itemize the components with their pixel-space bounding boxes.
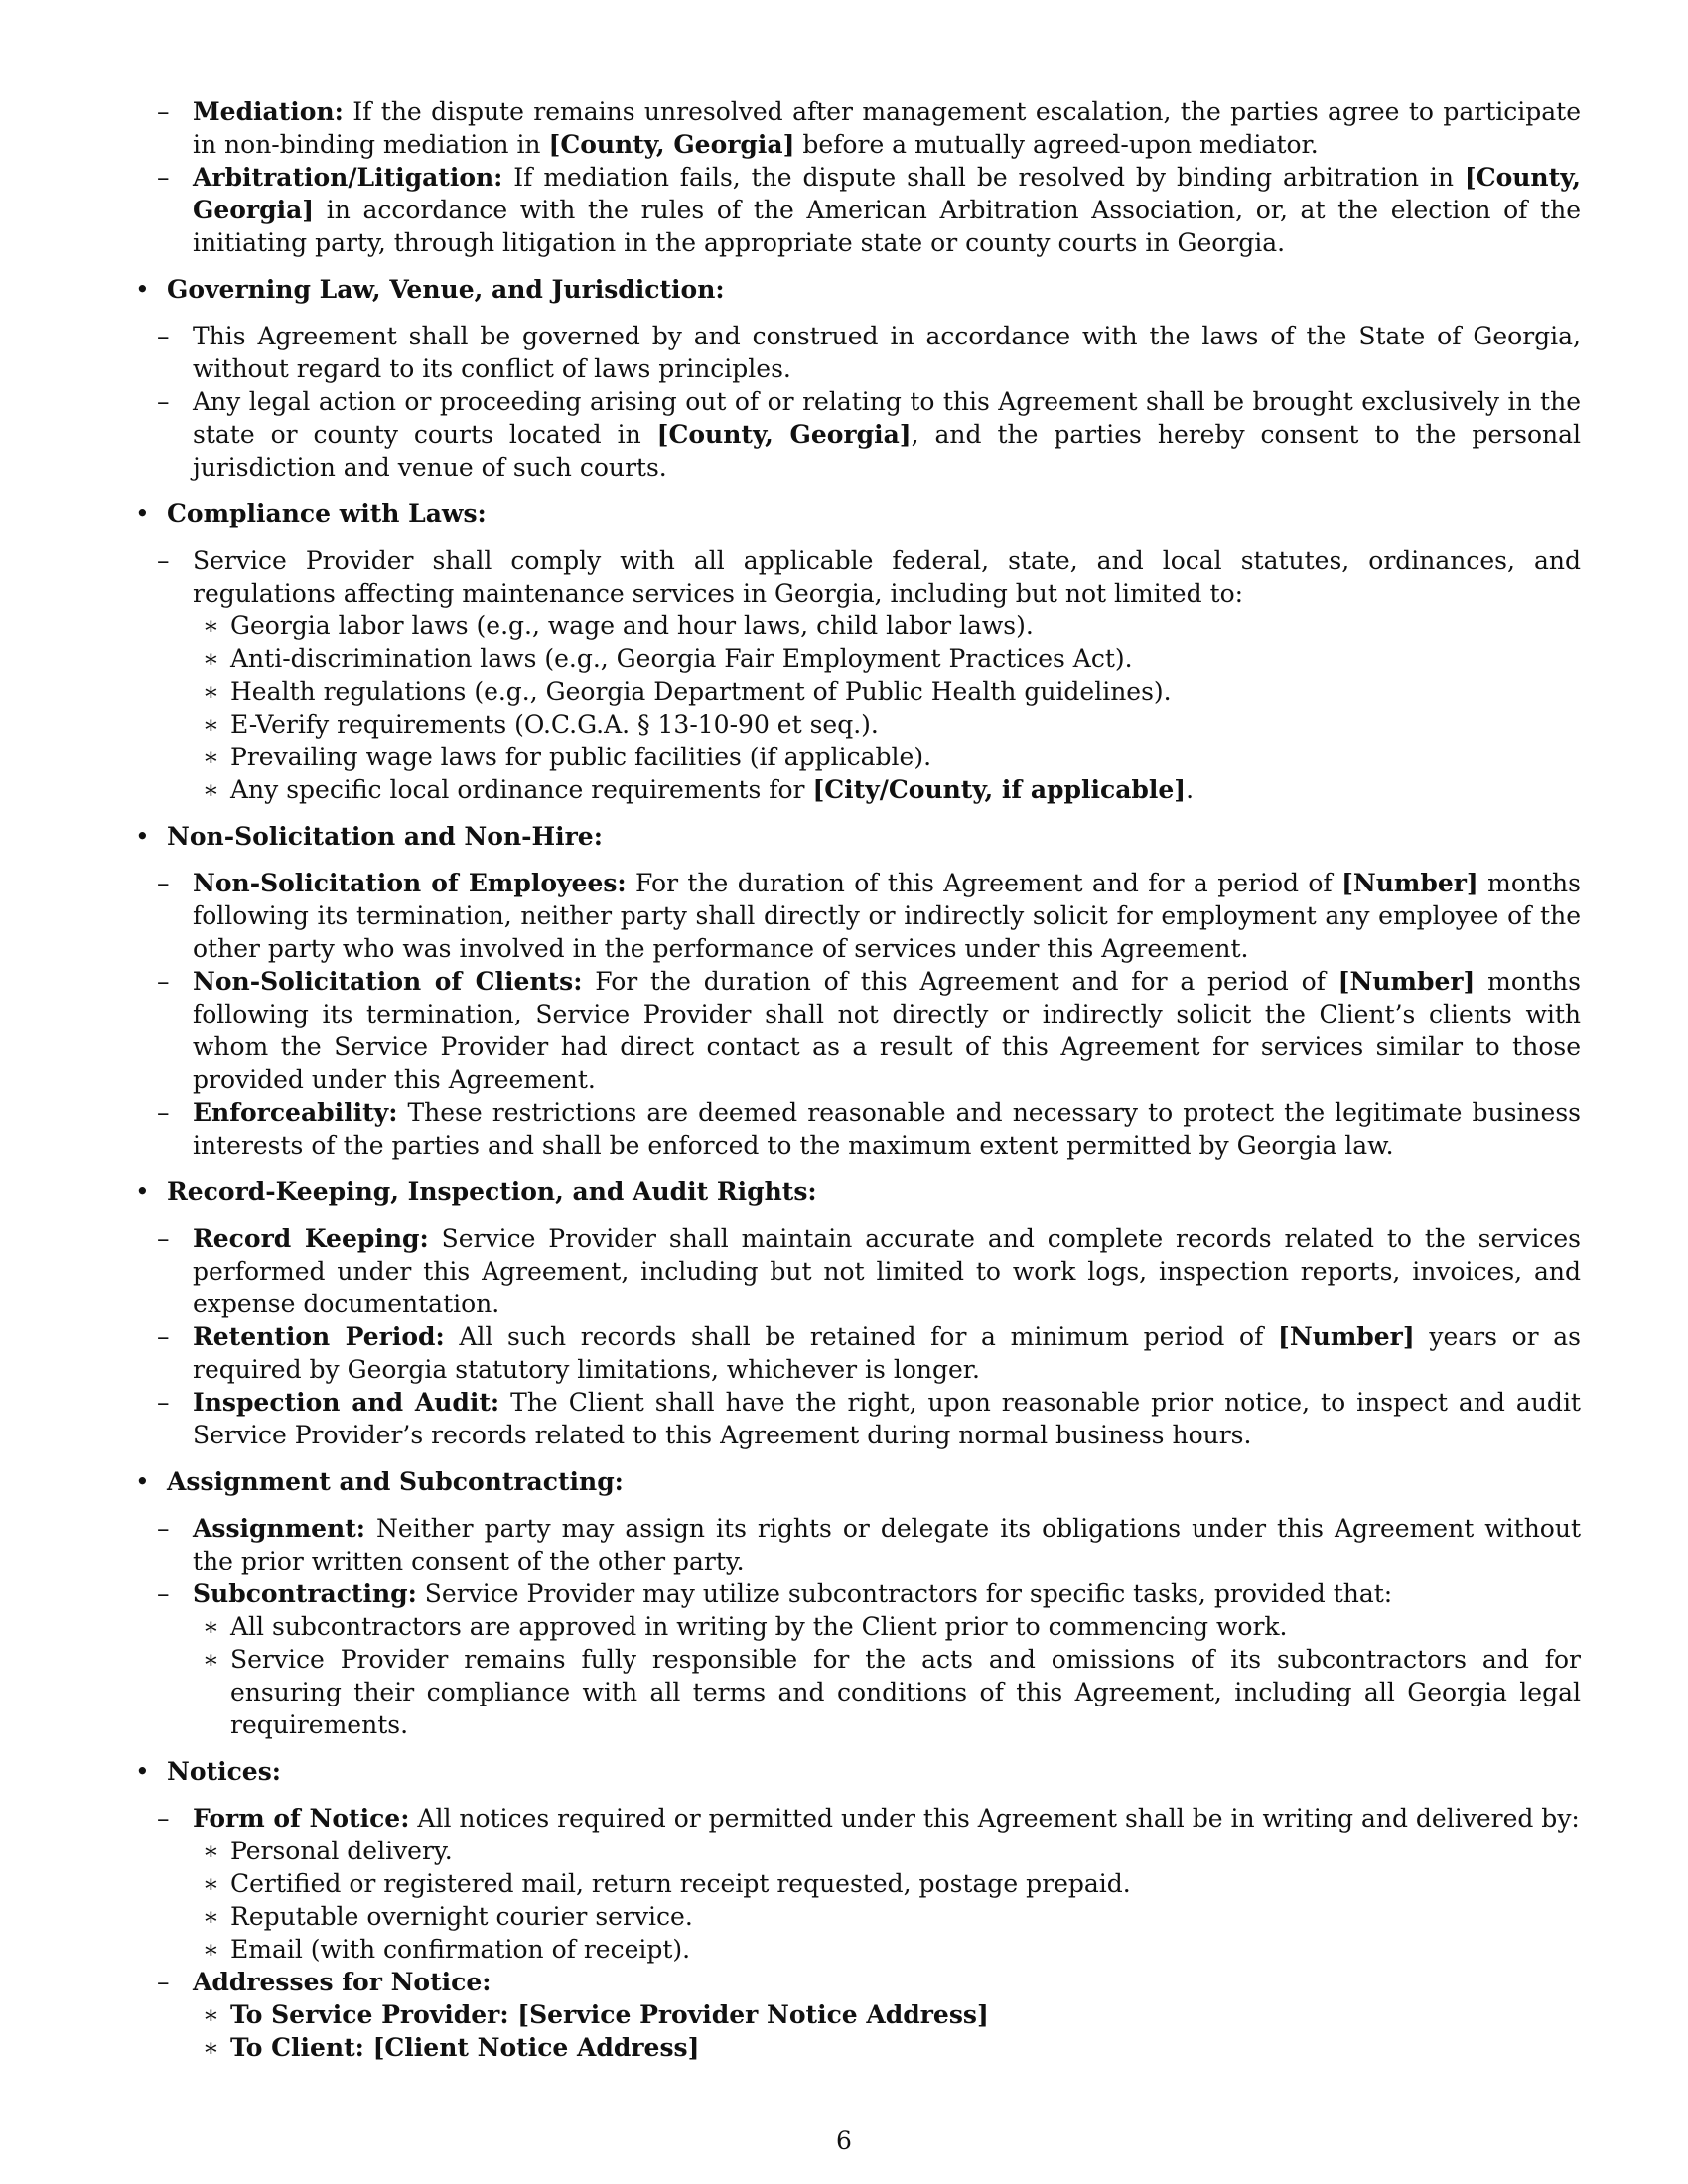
section-non-solicitation: [131, 820, 1581, 1161]
venue-item: – Any legal action or proceeding arising out of or relating to this Agreement shall be brought exclusively in the state or county courts located in [County, Georgia], and the parties hereby consent to the personal jurisdiction and venue of such courts.: [157, 387, 1582, 481]
list-item: ∗ Service Provider remains fully responsible for the acts and omissions of its subcontractors and for ensuring their compliance with all terms and conditions of this Agreement, including all Georgia legal requirements.: [203, 1645, 1581, 1739]
list-item: ∗ Email (with confirmation of receipt).: [203, 1935, 691, 1964]
sections-list: [131, 273, 1581, 2064]
placeholder-county: [County, Georgia]: [656, 420, 912, 449]
document-body: [131, 95, 1581, 2064]
dispute-resolution-continuation: [131, 95, 1581, 259]
subcontracting-item: – Subcontracting: Service Provider may utilize subcontractors for specific tasks, provided that: ∗ All subcontractors are approved in writing by the Client prior to commencing work. ∗ Service Provider remains fully responsible for the acts and omissions of its subcontractors and for ensuring their compliance with all terms and conditions of this Agreement, including all Georgia legal requirements.: [157, 1579, 1581, 1739]
bullet-dot: •: [135, 1757, 150, 1786]
list-item: ∗ Prevailing wage laws for public facilities (if applicable).: [203, 743, 932, 771]
list-item: ∗ Any specific local ordinance requirements for [City/County, if applicable].: [203, 775, 1195, 804]
list-item: ∗ E-Verify requirements (O.C.G.A. § 13-10-90 et seq.).: [203, 710, 879, 739]
dash-bullet: –: [157, 163, 170, 192]
record-keeping-item: – Record Keeping: Service Provider shall maintain accurate and complete records related to the services performed under this Agreement, including but not limited to work logs, inspection reports, invoices, and expense documentation.: [157, 1224, 1581, 1318]
page-number: 6: [836, 2126, 852, 2155]
bullet-dot: •: [135, 822, 150, 851]
dash-bullet: –: [157, 97, 170, 126]
assignment-item: – Assignment: Neither party may assign its rights or delegate its obligations under this Agreement without the prior written consent of the other party.: [157, 1514, 1581, 1575]
bullet-dot: •: [135, 1467, 150, 1496]
list-item: ∗ Anti-discrimination laws (e.g., Georgia Fair Employment Practices Act).: [203, 644, 1133, 673]
section-title: Assignment and Subcontracting:: [167, 1467, 624, 1496]
list-item: ∗ Health regulations (e.g., Georgia Department of Public Health guidelines).: [203, 677, 1172, 706]
section-title: Compliance with Laws:: [167, 499, 487, 528]
enforceability-item: – Enforceability: These restrictions are deemed reasonable and necessary to protect the legitimate business interests of the parties and shall be enforced to the maximum extent permitted by Georgia law.: [157, 1098, 1581, 1160]
inspection-audit-item: – Inspection and Audit: The Client shall have the right, upon reasonable prior notice, to inspect and audit Service Provider’s records related to this Agreement during normal business hours.: [157, 1388, 1581, 1449]
section-governing-law: [131, 273, 1581, 483]
section-record-keeping: [131, 1175, 1581, 1451]
mediation-label: Mediation:: [193, 97, 344, 126]
section-notices: [131, 1755, 1581, 2064]
placeholder-county: [County, Georgia]: [193, 163, 1581, 224]
arbitration-label: Arbitration/Litigation:: [193, 163, 503, 192]
placeholder-city-county: [City/County, if applicable]: [812, 775, 1187, 804]
bullet-dot: •: [135, 275, 150, 304]
placeholder-number: [Number]: [1277, 1322, 1415, 1351]
governing-item: – This Agreement shall be governed by and construed in accordance with the laws of the State of Georgia, without regard to its conflict of laws principles.: [157, 322, 1581, 383]
section-assignment: [131, 1465, 1581, 1741]
non-solicit-employees-item: – Non-Solicitation of Employees: For the duration of this Agreement and for a period of [Number] months following its termination, neither party shall directly or indirectly solicit for employment any employee of the other party who was involved in the performance of services under this Agreement.: [157, 869, 1581, 963]
section-title: Governing Law, Venue, and Jurisdiction:: [167, 275, 725, 304]
compliance-item: – Service Provider shall comply with all applicable federal, state, and local statutes, ordinances, and regulations affecting maintenance services in Georgia, including but not limited to: ∗ Georgia labor laws (e.g., wage and hour laws, child labor laws). ∗ Anti-discrimination laws (e.g., Georgia Fair Employment Practices Act). ∗ Health regulations (e.g., Georgia Department of Public Health guidelines). ∗ E-Verify requirements (O.C.G.A. § 13-10-90 et seq.). ∗ Prevailing wage laws for public facilities (if applicable). ∗ Any specific local ordinance requirements for [City/County, if applicable].: [157, 546, 1581, 804]
list-item: ∗ Georgia labor laws (e.g., wage and hour laws, child labor laws).: [203, 612, 1034, 640]
bullet-dot: •: [135, 499, 150, 528]
list-item: ∗ To Service Provider: [Service Provider Notice Address]: [203, 2000, 989, 2029]
list-item: ∗ To Client: [Client Notice Address]: [203, 2033, 700, 2062]
retention-period-item: – Retention Period: All such records shall be retained for a minimum period of [Number] years or as required by Georgia statutory limitations, whichever is longer.: [157, 1322, 1581, 1384]
addresses-item: – Addresses for Notice: ∗ To Service Provider: [Service Provider Notice Address] ∗ To Client: [Client Notice Address]: [131, 1966, 1581, 2064]
section-compliance: [131, 497, 1581, 806]
mediation-item: – Mediation: If the dispute remains unresolved after management escalation, the parties agree to participate in non-binding mediation in [County, Georgia] before a mutually agreed-upon mediator.: [157, 97, 1581, 159]
bullet-dot: •: [135, 1177, 150, 1206]
list-item: ∗ All subcontractors are approved in writing by the Client prior to commencing work.: [203, 1612, 1288, 1641]
list-item: ∗ Personal delivery.: [203, 1837, 453, 1865]
placeholder-county: [County, Georgia]: [548, 130, 795, 159]
placeholder-number: [Number]: [1337, 967, 1476, 996]
placeholder-number: [Number]: [1341, 869, 1478, 897]
section-title: Notices:: [167, 1757, 282, 1786]
list-item: ∗ Certified or registered mail, return receipt requested, postage prepaid.: [203, 1869, 1131, 1898]
section-title: Record-Keeping, Inspection, and Audit Rights:: [167, 1177, 817, 1206]
section-title: Non-Solicitation and Non-Hire:: [167, 822, 603, 851]
non-solicit-clients-item: – Non-Solicitation of Clients: For the duration of this Agreement and for a period of [Number] months following its termination, Service Provider shall not directly or indirectly solicit the Client’s clients with whom the Service Provider had direct contact as a result of this Agreement for services similar to those provided under this Agreement.: [157, 967, 1581, 1094]
arbitration-item: – Arbitration/Litigation: If mediation fails, the dispute shall be resolved by binding arbitration in [County, Georgia] in accordance with the rules of the American Arbitration Association, or, at the election of the initiating party, through litigation in the appropriate state or county courts in Georgia.: [157, 163, 1581, 257]
form-of-notice-item: – Form of Notice: All notices required or permitted under this Agreement shall be in writing and delivered by: ∗ Personal delivery. ∗ Certified or registered mail, return receipt requested, postage prepaid. ∗ Reputable overnight courier service. ∗ Email (with confirmation of receipt).: [157, 1804, 1580, 1964]
list-item: ∗ Reputable overnight courier service.: [203, 1902, 693, 1931]
